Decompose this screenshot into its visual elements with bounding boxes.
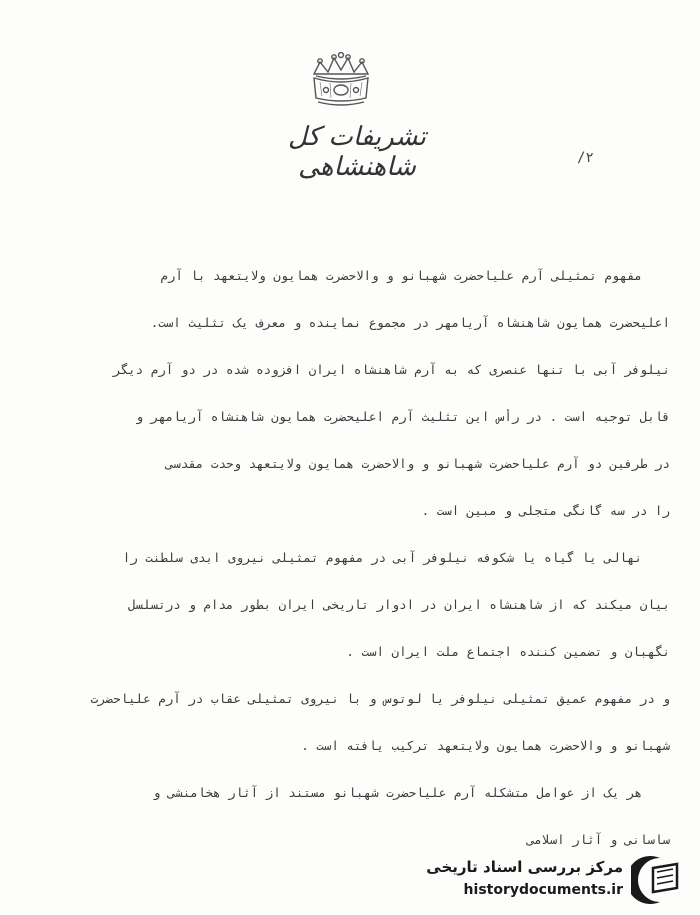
archive-watermark <box>420 848 695 910</box>
imperial-crown-icon <box>306 52 376 112</box>
body-line: مفهوم تمثیلی آرم علیاحضرت شهبانو و والاحضرت همایون ولایتعهد با آرم <box>160 268 642 283</box>
body-line: نگهبان و تضمین کننده اجتماع ملت ایران است . <box>346 644 670 659</box>
book-logo-icon <box>631 854 689 906</box>
watermark-title: مرکز بررسی اسناد تاریخی <box>426 858 623 876</box>
document-body <box>40 268 670 879</box>
body-line: اعلیحضرت همایون شاهنشاه آریامهر در مجموع نماینده و معرف یک تثلیث است. <box>150 315 670 330</box>
body-line: شهبانو و والاحضرت همایون ولایتعهد ترکیب یافته است . <box>301 738 670 753</box>
body-line: در طرفین دو آرم علیاحضرت شهبانو و والاحضرت همایون ولایتعهد وحدت مقدسی <box>165 456 670 471</box>
body-line: ساسانی و آثار اسلامی <box>527 832 670 847</box>
body-line: را در سه گانگی متجلی و مبین است . <box>421 503 670 518</box>
body-line: بیان میکند که از شاهنشاه ایران در ادوار تاریخی ایران بطور مدام و درتسلسل <box>128 597 670 612</box>
letterhead-title: تشریفات کل شاهنشاهی <box>288 122 426 182</box>
page-number: /۲ <box>577 150 594 166</box>
body-line: نیلوفر آبی با تنها عنصری که به آرم شاهنشاه ایران افزوده شده در دو آرم دیگر <box>113 362 670 377</box>
body-line: هر یک از عوامل متشکله آرم علیاحضرت شهبانو مستند از آثار هخامنشی و <box>152 785 642 800</box>
body-line: و در مفهوم عمیق تمثیلی نیلوفر یا لوتوس و با نیروی تمثیلی عقاب در آرم علیاحضرت <box>90 691 670 706</box>
body-line: نهالی یا گیاه یا شکوفه نیلوفر آبی در مفهوم تمثیلی نیروی ابدی سلطنت را <box>122 550 642 565</box>
watermark-url: historydocuments.ir <box>463 882 623 898</box>
body-line: قابل توجیه است . در رأس این تثلیث آرم اعلیحضرت همایون شاهنشاه آریامهر و <box>135 409 670 424</box>
